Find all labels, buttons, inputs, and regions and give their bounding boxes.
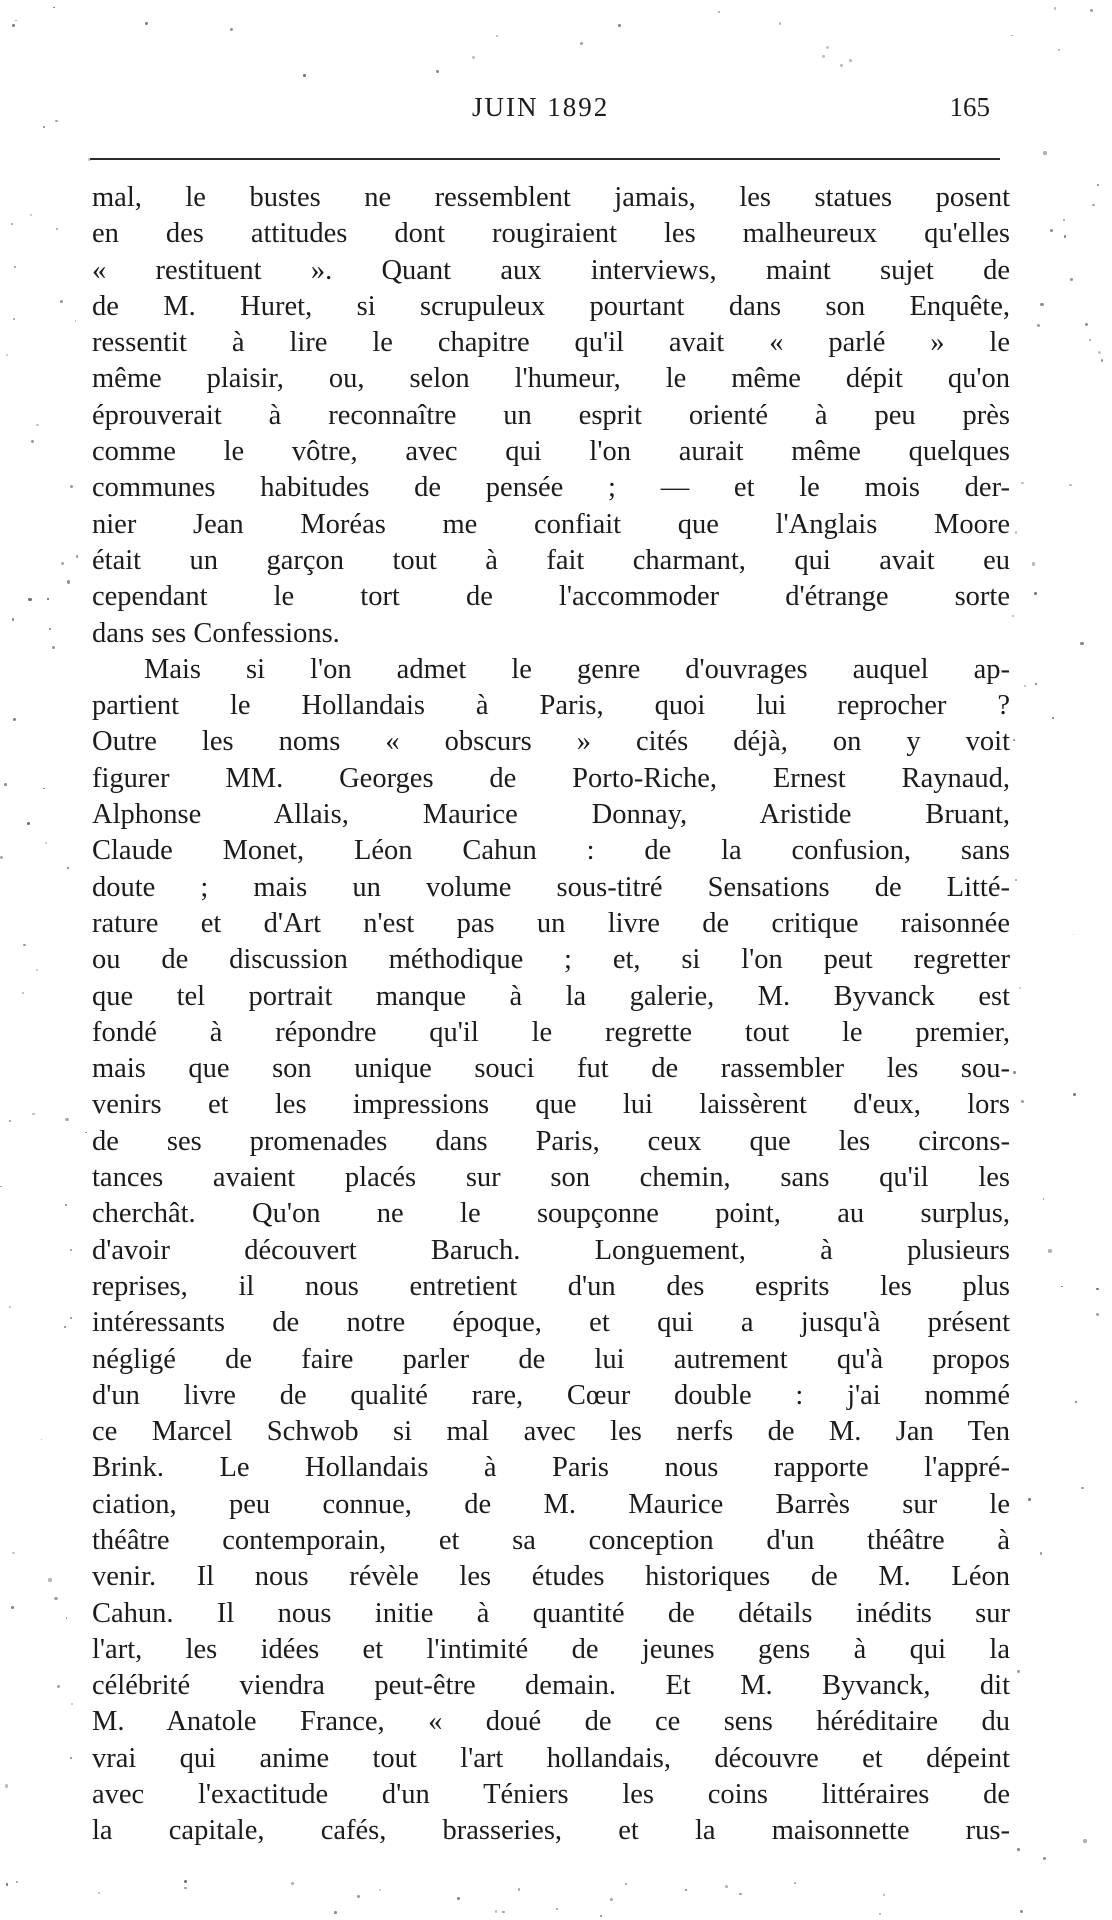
speck (496, 35, 498, 37)
speck (1092, 204, 1094, 206)
text-line: que tel portrait manque à la galerie, M. Byvanck est (92, 980, 1010, 1012)
speck (36, 969, 38, 971)
speck (30, 214, 32, 216)
speck (12, 24, 15, 27)
speck (1037, 324, 1040, 327)
speck (849, 59, 852, 62)
speck (334, 1911, 337, 1914)
text-line: la capitale, cafés, brasseries, et la maisonnette rus- (92, 1815, 1010, 1847)
speck (6, 1883, 9, 1886)
speck (11, 223, 13, 225)
speck (13, 718, 16, 721)
speck (1081, 1487, 1084, 1490)
speck (15, 20, 17, 22)
speck (1075, 1401, 1077, 1403)
speck (1096, 1288, 1098, 1290)
text-line: même plaisir, ou, selon l'humeur, le même dépit qu'on (92, 363, 1010, 395)
speck (70, 1249, 72, 1251)
text-line: doute ; mais un volume sous-titré Sensations de Litté- (92, 871, 1010, 903)
speck (1015, 879, 1017, 881)
text-line: théâtre contemporain, et sa conception d'un théâtre à (92, 1524, 1010, 1556)
speck (54, 1597, 57, 1600)
speck (1032, 562, 1035, 565)
speck (0, 1186, 2, 1188)
speck (1069, 484, 1071, 486)
speck (1050, 229, 1053, 232)
text-line: cependant le tort de l'accommoder d'étrange sorte (92, 581, 1010, 613)
speck (1043, 1857, 1046, 1860)
text-line: avec l'exactitude d'un Téniers les coins littéraires de (92, 1779, 1010, 1811)
speck (76, 555, 79, 558)
text-line: communes habitudes de pensée ; — et le mois der- (92, 472, 1010, 504)
speck (1017, 1848, 1020, 1851)
text-line: M. Anatole France, « doué de ce sens héréditaire du (92, 1706, 1010, 1738)
text-line: éprouverait à reconnaître un esprit orienté à peu près (92, 399, 1010, 431)
text-line: cherchât. Qu'on ne le soupçonne point, au surplus, (92, 1198, 1010, 1230)
speck (23, 944, 26, 947)
speck (49, 628, 51, 630)
speck (1015, 531, 1017, 533)
speck (16, 1881, 18, 1883)
speck (98, 1892, 100, 1894)
speck (43, 126, 45, 128)
text-line: célébrité viendra peut-être demain. Et M. Byvanck, dit (92, 1670, 1010, 1702)
speck (1098, 351, 1101, 354)
speck (1043, 151, 1046, 154)
text-line: négligé de faire parler de lui autrement qu'à propos (92, 1343, 1010, 1375)
speck (718, 11, 720, 13)
speck (75, 320, 77, 322)
speck (495, 1910, 497, 1912)
speck (472, 56, 475, 59)
speck (184, 1880, 187, 1883)
speck (1013, 1071, 1016, 1074)
speck (56, 228, 58, 230)
speck (1085, 323, 1088, 326)
text-line: venirs et les impressions que lui laissèrent d'eux, lors (92, 1089, 1010, 1121)
speck (6, 354, 8, 356)
speck (1061, 1286, 1063, 1288)
speck (43, 788, 45, 790)
speck (580, 42, 583, 45)
text-line: vrai qui anime tout l'art hollandais, découvre et dépeint (92, 1742, 1010, 1774)
body-text (92, 180, 1010, 1850)
text-line: rature et d'Art n'est pas un livre de critique raisonnée (92, 907, 1010, 939)
speck (1063, 219, 1065, 221)
speck (61, 562, 64, 565)
speck (11, 1606, 14, 1609)
text-line: Brink. Le Hollandais à Paris nous rapporte l'appré- (92, 1452, 1010, 1484)
speck (1080, 642, 1083, 645)
speck (518, 1888, 521, 1891)
speck (826, 46, 829, 49)
text-line: ce Marcel Schwob si mal avec les nerfs de M. Jan Ten (92, 1416, 1010, 1448)
speck (14, 266, 16, 268)
speck (1013, 739, 1015, 741)
text-line: Claude Monet, Léon Cahun : de la confusion, sans (92, 835, 1010, 867)
speck (794, 1882, 796, 1884)
speck (22, 992, 25, 995)
text-line: en des attitudes dont rougiraient les malheureux qu'elles (92, 218, 1010, 250)
page-header (100, 92, 990, 136)
text-line: partient le Hollandais à Paris, quoi lui reprocher ? (92, 690, 1010, 722)
text-line: d'un livre de qualité rare, Cœur double : j'ai nommé (92, 1379, 1010, 1411)
speck (879, 1913, 881, 1915)
speck (53, 7, 55, 9)
speck (67, 580, 70, 583)
text-line: mal, le bustes ne ressemblent jamais, les statues posent (92, 182, 1010, 213)
speck (1040, 303, 1043, 306)
speck (556, 1908, 558, 1910)
speck (4, 783, 7, 786)
speck (1035, 683, 1037, 685)
speck (1034, 592, 1037, 595)
speck (32, 1113, 34, 1115)
speck (45, 842, 48, 845)
speck (739, 1893, 742, 1896)
speck (610, 1898, 613, 1901)
speck (70, 485, 73, 488)
speck (436, 70, 439, 73)
speck (1058, 49, 1060, 51)
speck (71, 1703, 73, 1705)
speck (1073, 934, 1075, 936)
speck (1024, 685, 1026, 687)
text-line: comme le vôtre, avec qui l'on aurait même quelques (92, 436, 1010, 468)
speck (1101, 359, 1103, 361)
speck (9, 1120, 11, 1122)
speck (67, 867, 70, 870)
speck (66, 1617, 68, 1619)
speck (600, 1915, 603, 1918)
speck (1090, 9, 1092, 11)
text-line: ou de discussion méthodique ; et, si l'on peut regretter (92, 944, 1010, 976)
text-line: Outre les noms « obscurs » cités déjà, on y voit (92, 726, 1010, 758)
speck (1052, 717, 1055, 720)
text-line: nier Jean Moréas me confiait que l'Anglais Moore (92, 508, 1010, 540)
speck (1021, 482, 1023, 484)
speck (840, 64, 843, 67)
speck (31, 440, 34, 443)
speck (625, 1883, 627, 1885)
text-line: Cahun. Il nous initie à quantité de détails inédits sur (92, 1597, 1010, 1629)
speck (883, 1894, 885, 1896)
speck (184, 1887, 187, 1890)
text-line: mais que son unique souci fut de rassembler les sou- (92, 1053, 1010, 1085)
speck (48, 1578, 51, 1581)
speck (1097, 184, 1099, 186)
speck (1020, 1910, 1023, 1913)
text-line: tances avaient placés sur son chemin, sans qu'il les (92, 1162, 1010, 1194)
speck (230, 28, 233, 31)
text-line: dans ses Confessions. (92, 617, 340, 649)
text-line: ciation, peu connue, de M. Maurice Barrès sur le (92, 1488, 1010, 1520)
speck (60, 300, 63, 303)
speck (618, 24, 621, 27)
text-line: « restituent ». Quant aux interviews, maint sujet de (92, 254, 1010, 286)
speck (1048, 1249, 1051, 1252)
speck (725, 1885, 728, 1888)
text-line: ressentit à lire le chapitre qu'il avait « parlé » le (92, 327, 1010, 359)
speck (41, 1439, 43, 1441)
speck (379, 1889, 381, 1891)
speck (1011, 35, 1013, 37)
text-line: Mais si l'on admet le genre d'ouvrages auquel ap- (144, 653, 1010, 685)
text-line: venir. Il nous révèle les études historiques de M. Léon (92, 1561, 1010, 1593)
speck (291, 1882, 294, 1885)
speck (685, 1889, 687, 1891)
speck (303, 74, 306, 77)
speck (1083, 1839, 1086, 1842)
speck (1021, 1100, 1024, 1103)
speck (55, 120, 58, 123)
speck (5, 1784, 8, 1787)
speck (1070, 278, 1073, 281)
speck (13, 318, 15, 320)
speck (1073, 1093, 1076, 1096)
text-line: fondé à répondre qu'il le regrette tout le premier, (92, 1016, 1010, 1048)
speck (822, 55, 825, 58)
speck (64, 1326, 67, 1329)
speck (1019, 987, 1021, 989)
speck (70, 1317, 72, 1319)
speck (1096, 1313, 1099, 1316)
speck (1089, 339, 1091, 341)
speck (52, 646, 55, 649)
speck (145, 22, 148, 25)
speck (0, 856, 3, 859)
text-line: d'avoir découvert Baruch. Longuement, à plusieurs (92, 1234, 1010, 1266)
speck (1064, 235, 1066, 237)
speck (502, 1911, 505, 1914)
speck (12, 618, 15, 621)
speck (1040, 1552, 1042, 1554)
speck (57, 1685, 60, 1688)
page-number: 165 (949, 92, 990, 122)
speck (65, 1118, 68, 1121)
text-line: l'art, les idées et l'intimité de jeunes gens à qui la (92, 1633, 1010, 1665)
text-line: reprises, il nous entretient d'un des esprits les plus (92, 1270, 1010, 1302)
speck (1012, 615, 1014, 617)
speck (357, 1895, 359, 1897)
speck (28, 598, 31, 601)
text-line: de ses promenades dans Paris, ceux que les circons- (92, 1125, 1010, 1157)
speck (70, 1757, 72, 1759)
speck (65, 1204, 67, 1206)
speck (47, 598, 49, 600)
speck (12, 1552, 15, 1555)
header-rule (90, 158, 1000, 160)
running-head: JUIN 1892 (472, 92, 610, 122)
speck (1028, 1498, 1031, 1501)
speck (88, 158, 91, 161)
text-line: de M. Huret, si scrupuleux pourtant dans son Enquête, (92, 290, 1010, 322)
text-line: était un garçon tout à fait charmant, qui avait eu (92, 544, 1010, 576)
text-line: intéressants de notre époque, et qui a jusqu'à présent (92, 1307, 1010, 1339)
speck (1043, 1198, 1045, 1200)
speck (9, 1306, 11, 1308)
speck (457, 1897, 460, 1900)
speck (27, 822, 30, 825)
speck (779, 22, 782, 25)
speck (85, 1132, 87, 1134)
text-line: Alphonse Allais, Maurice Donnay, Aristide Bruant, (92, 799, 1010, 831)
speck (36, 424, 38, 426)
text-line: figurer MM. Georges de Porto-Riche, Ernest Raynaud, (92, 762, 1010, 794)
speck (1017, 1670, 1020, 1673)
speck (1054, 7, 1057, 10)
